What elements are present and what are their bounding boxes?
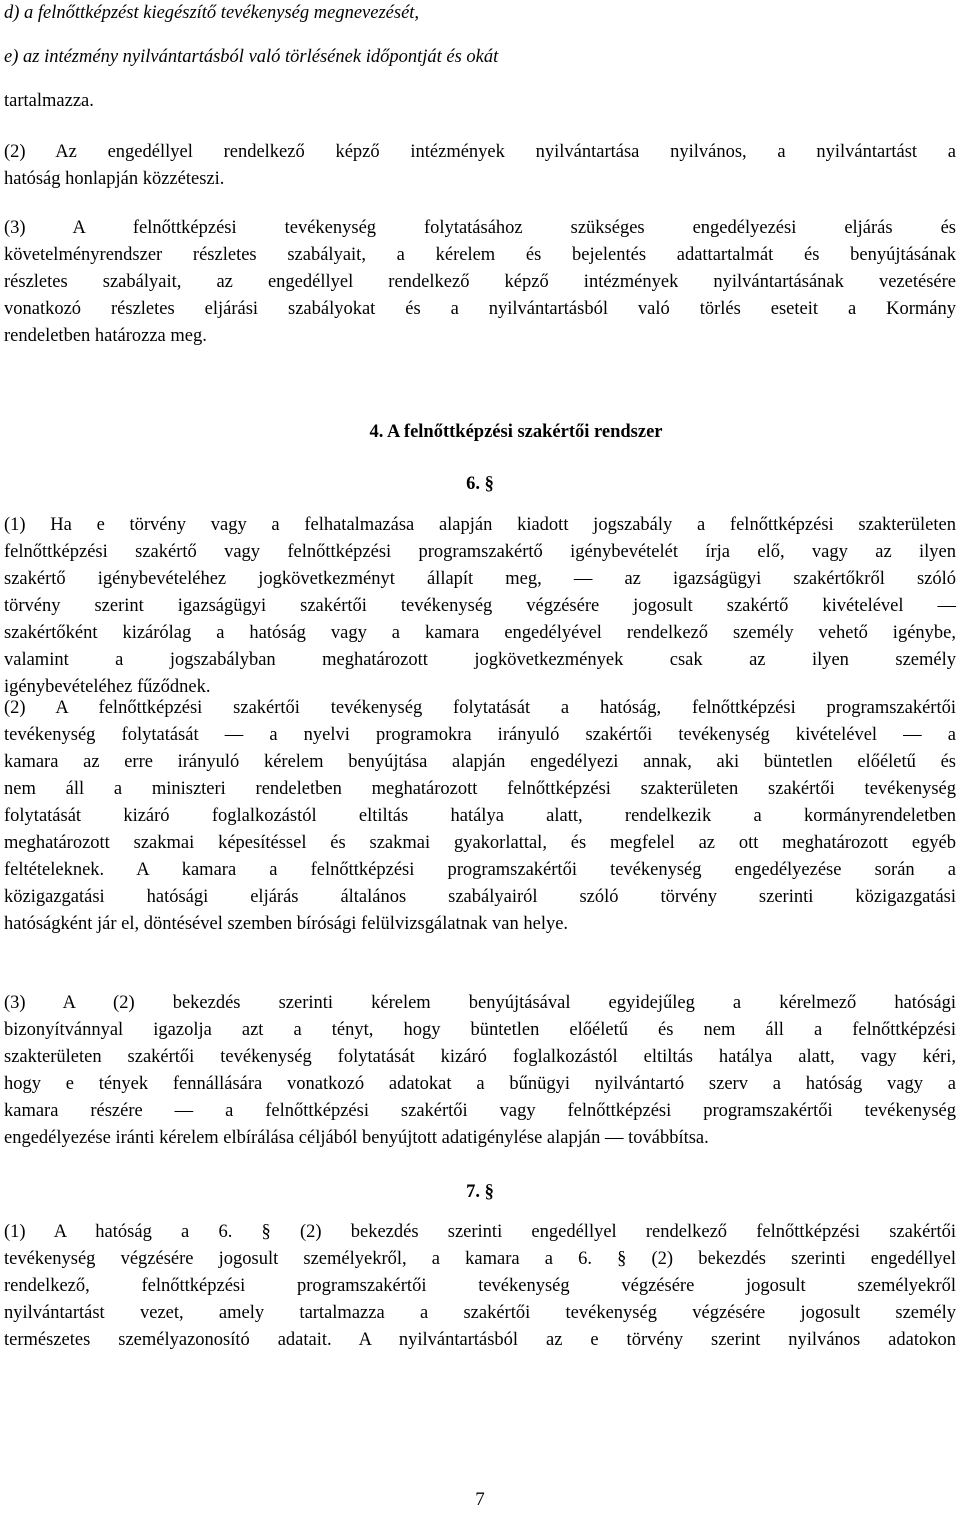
- list-item-e: e) az intézmény nyilvántartásból való törlésének időpontját és okát: [4, 47, 499, 67]
- section-6-paragraph-1: (1) Ha e törvény vagy a felhatalmazása alapján kiadott jogszabály a felnőttképzési szakterületen felnőttképzési szakértő vagy felnőttképzési programszakértő igénybevételét írja elő, vagy az ilyen szakértő igénybevételéhez jogkövetkezményt állapít meg, — az igazságügyi szakértőkről szóló törvény szerint igazságügyi szakértői tevékenység végzésére jogosult szakértő kivételével — szakértőként kizárólag a hatóság vagy a kamara engedélyével rendelkező személy vehető igénybe, valamint a jogszabályban meghatározott jogkövetkezmények csak az ilyen személy igénybevételéhez fűződnek.: [4, 515, 956, 697]
- list-item-e-continuation: tartalmazza.: [4, 91, 94, 111]
- intro-block: [4, 0, 956, 115]
- section-6-paragraph-3: (3) A (2) bekezdés szerinti kérelem benyújtásával egyidejűleg a kérelmező hatósági bizonyítvánnyal igazolja azt a tényt, hogy büntetlen előéletű és nem áll a felnőttképzési szakterületen szakértői tevékenység folytatását kizáró foglalkozástól eltiltás hatálya alatt, vagy kéri, hogy e tények fennállására vonatkozó adatokat a bűnügyi nyilvántartó szerv a hatóság vagy a kamara részére — a felnőttképzési szakértői vagy felnőttképzési programszakértői tevékenység engedélyezése iránti kérelem elbírálása céljából benyújtott adatigénylése alapján — továbbítsa.: [4, 993, 956, 1148]
- page-number: 7: [475, 1489, 485, 1510]
- section-5-paragraph-3: (3) A felnőttképzési tevékenység folytatásához szükséges engedélyezési eljárás és követelményrendszer részletes szabályait, a kérelem és bejelentés adattartalmát és benyújtásának részletes szabályait, az engedéllyel rendelkező képző intézmények nyilvántartásának vezetésére vonatkozó részletes eljárási szabályokat és a nyilvántartásból való törlés eseteit a Kormány rendeletben határozza meg.: [4, 218, 956, 346]
- section-7-paragraph-1: (1) A hatóság a 6. § (2) bekezdés szerinti engedéllyel rendelkező felnőttképzési szakértői tevékenység végzésére jogosult személyekről, a kamara a 6. § (2) bekezdés szerinti engedéllyel rendelkező, felnőttképzési programszakértői tevékenység végzésére jogosult személyekről nyilvántartást vezet, amely tartalmazza a szakértői tevékenység végzésére jogosult személy természetes személyazonosító adatait. A nyilvántartásból az e törvény szerint nyilvános adatokon: [4, 1222, 956, 1350]
- chapter-heading: 4. A felnőttképzési szakértői rendszer: [369, 422, 663, 442]
- list-item-d: d) a felnőttképzést kiegészítő tevékenység megnevezését,: [4, 3, 420, 23]
- section-6-paragraph-2: (2) A felnőttképzési szakértői tevékenység folytatását a hatóság, felnőttképzési programszakértői tevékenység folytatását — a nyelvi programokra irányuló szakértői tevékenység kivételével — a kamara az erre irányuló kérelem benyújtása alapján engedélyezi annak, aki büntetlen előéletű és nem áll a miniszteri rendeletben meghatározott felnőttképzési szakterületen szakértői tevékenység folytatását kizáró foglalkozástól eltiltás hatálya alatt, rendelkezik a kormányrendeletben meghatározott szakmai képesítéssel és szakmai gyakorlattal, és megfelel az ott meghatározott egyéb feltételeknek. A kamara a felnőttképzési programszakértői tevékenység engedélyezése során a közigazgatási hatósági eljárás általános szabályairól szóló törvény szerinti közigazgatási hatóságként jár el, döntésével szemben bírósági felülvizsgálatnak van helye.: [4, 698, 956, 934]
- section-7-heading: 7. §: [466, 1182, 494, 1202]
- section-5-paragraph-2: (2) Az engedéllyel rendelkező képző intézmények nyilvántartása nyilvános, a nyilvántartást a hatóság honlapján közzéteszi.: [4, 142, 956, 189]
- section-6-heading: 6. §: [466, 474, 494, 494]
